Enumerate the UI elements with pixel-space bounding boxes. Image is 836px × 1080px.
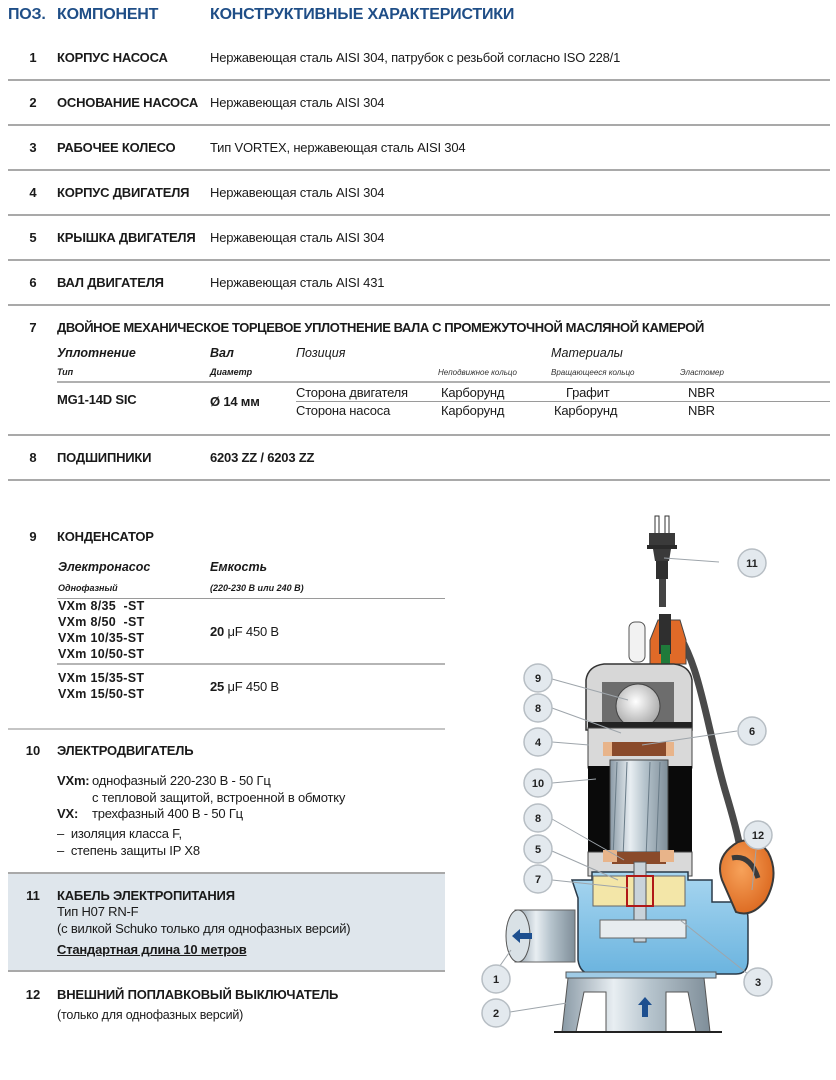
model: VXm 15/50-ST [58,687,145,701]
divider [8,214,830,216]
divider [8,479,830,481]
capacitor-group-models [58,670,144,702]
capacitor-value-number: 25 [210,679,225,694]
model: VXm 10/35-ST [58,631,145,645]
motor-bullet: – степень защиты IP X8 [57,843,200,858]
divider [8,79,830,81]
seal-col-seal-sub: Тип [57,367,74,377]
divider [296,401,830,402]
header-component: КОМПОНЕНТ [57,6,159,23]
capacitor-col-capacity-sub: (220-230 В или 240 В) [210,583,304,593]
row-desc: Нержавеющая сталь AISI 304, патрубок с резьбой согласно ISO 228/1 [210,50,621,65]
capacitor-value [210,679,279,694]
callout-5 [524,835,552,863]
seal-col-seal: Уплотнение [57,346,136,360]
svg-text:12: 12 [751,830,765,842]
motor-bullet: – изоляция класса F, [57,826,182,841]
row-pos: 5 [29,230,37,245]
float-pos: 12 [25,987,41,1002]
divider [57,381,830,383]
row-desc: Нержавеющая сталь AISI 431 [210,275,385,290]
capacitor-col-capacity: Емкость [210,560,268,574]
divider [8,304,830,306]
bearings-desc: 6203 ZZ / 6203 ZZ [210,450,315,465]
callout-1 [482,965,510,993]
seal-col-position: Позиция [296,346,346,360]
row-pos: 1 [29,50,37,65]
seal-type: MG1-14D SIC [57,392,137,407]
motor-vx-label: VX: [57,806,79,821]
divider [8,434,830,436]
row-component: КОРПУС НАСОСА [57,50,168,65]
divider [8,169,830,171]
motor-pos: 10 [25,743,41,758]
seal-pos: 7 [29,320,37,335]
seal-line-elastomer: NBR [688,385,715,400]
svg-text:6: 6 [748,726,756,738]
cable-type: Тип H07 RN-F [57,904,139,919]
seal-col-materials: Материалы [551,346,623,360]
callout-7 [524,865,552,893]
svg-text:9: 9 [534,673,542,685]
svg-text:3: 3 [754,977,762,989]
row-pos: 4 [29,185,37,200]
capacitor-pos: 9 [29,529,37,544]
capacitor-title: КОНДЕНСАТОР [57,529,154,544]
seal-diameter: Ø 14 мм [210,394,260,409]
capacitor-col-pump-sub: Однофазный [58,583,118,593]
row-component: РАБОЧЕЕ КОЛЕСО [57,140,176,155]
motor-vxm-line2: с тепловой защитой, встроенной в обмотку [92,790,346,805]
divider [8,124,830,126]
row-pos: 2 [29,95,37,110]
cable-title: КАБЕЛЬ ЭЛЕКТРОПИТАНИЯ [57,888,235,903]
callout-2 [482,999,510,1027]
motor-title: ЭЛЕКТРОДВИГАТЕЛЬ [57,743,194,758]
row-desc: Нержавеющая сталь AISI 304 [210,185,385,200]
callout-4 [524,728,552,756]
header-pos: ПОЗ. [8,6,46,23]
callout-8 [524,694,552,722]
cable-length: Стандартная длина 10 метров [57,942,247,957]
callout-3 [744,968,772,996]
seal-line-rotating: Карборунд [554,403,618,418]
header-characteristics: КОНСТРУКТИВНЫЕ ХАРАКТЕРИСТИКИ [210,6,515,23]
seal-line-rotating: Графит [566,385,610,400]
bearings-component: ПОДШИПНИКИ [57,450,152,465]
row-pos: 3 [29,140,37,155]
svg-text:4: 4 [534,737,542,749]
svg-text:1: 1 [492,974,500,986]
float-note: (только для однофазных версий) [57,1008,244,1022]
svg-text:8: 8 [534,703,542,715]
divider [8,259,830,261]
callout-12 [744,821,772,849]
seal-col-elastomer: Эластомер [680,368,724,377]
svg-text:2: 2 [492,1008,500,1020]
float-title: ВНЕШНИЙ ПОПЛАВКОВЫЙ ВЫКЛЮЧАТЕЛЬ [57,987,339,1002]
motor-vx-line: трехфазный 400 В - 50 Гц [92,806,243,821]
row-pos: 6 [29,275,37,290]
svg-text:7: 7 [534,874,542,886]
model: VXm 8/50 -ST [58,615,145,629]
motor-vxm-label: VXm: [57,773,90,788]
svg-text:11: 11 [746,558,758,570]
callout-6 [738,717,766,745]
callout-8b [524,804,552,832]
seal-title: ДВОЙНОЕ МЕХАНИЧЕСКОЕ ТОРЦЕВОЕ УПЛОТНЕНИЕ ВАЛА С ПРОМЕЖУТОЧНОЙ МАСЛЯНОЙ КАМЕРОЙ [57,320,704,335]
capacitor-value [210,624,279,639]
row-component: КРЫШКА ДВИГАТЕЛЯ [57,230,196,245]
seal-line-position: Сторона двигателя [296,385,408,400]
seal-col-fixed-ring: Неподвижное кольцо [438,368,517,377]
capacitor-col-pump: Электронасос [58,560,151,574]
divider [8,872,445,874]
row-component: КОРПУС ДВИГАТЕЛЯ [57,185,190,200]
callout-10 [524,769,552,797]
callout-9 [524,664,552,692]
row-desc: Тип VORTEX, нержавеющая сталь AISI 304 [210,140,466,155]
seal-col-rotating-ring: Вращающееся кольцо [551,368,635,377]
divider [8,970,445,972]
pump-diagram [470,500,836,1080]
capacitor-value-unit: μF 450 В [227,624,279,639]
plug-icon [647,516,677,607]
divider [57,663,445,665]
model: VXm 10/50-ST [58,647,145,661]
row-desc: Нержавеющая сталь AISI 304 [210,230,385,245]
seal-col-shaft: Вал [210,346,234,360]
divider [8,728,445,730]
svg-text:10: 10 [531,778,545,790]
bearings-pos: 8 [29,450,37,465]
motor-vxm-line1: однофазный 220-230 В - 50 Гц [92,773,271,788]
row-component: ВАЛ ДВИГАТЕЛЯ [57,275,164,290]
model: VXm 8/35 -ST [58,599,145,613]
row-component: ОСНОВАНИЕ НАСОСА [57,95,199,110]
svg-text:8: 8 [534,813,542,825]
seal-line-position: Сторона насоса [296,403,391,418]
capacitor-value-number: 20 [210,624,225,639]
row-desc: Нержавеющая сталь AISI 304 [210,95,385,110]
capacitor-group-models [58,598,145,662]
cable-note: (с вилкой Schuko только для однофазных версий) [57,921,351,936]
seal-line-elastomer: NBR [688,403,715,418]
capacitor-value-unit: μF 450 В [227,679,279,694]
seal-col-shaft-sub: Диаметр [210,367,253,377]
svg-text:5: 5 [534,844,542,856]
cable-pos: 11 [26,888,40,903]
callout-11 [738,549,766,577]
model: VXm 15/35-ST [58,671,145,685]
seal-line-fixed: Карборунд [441,385,505,400]
seal-line-fixed: Карборунд [441,403,505,418]
